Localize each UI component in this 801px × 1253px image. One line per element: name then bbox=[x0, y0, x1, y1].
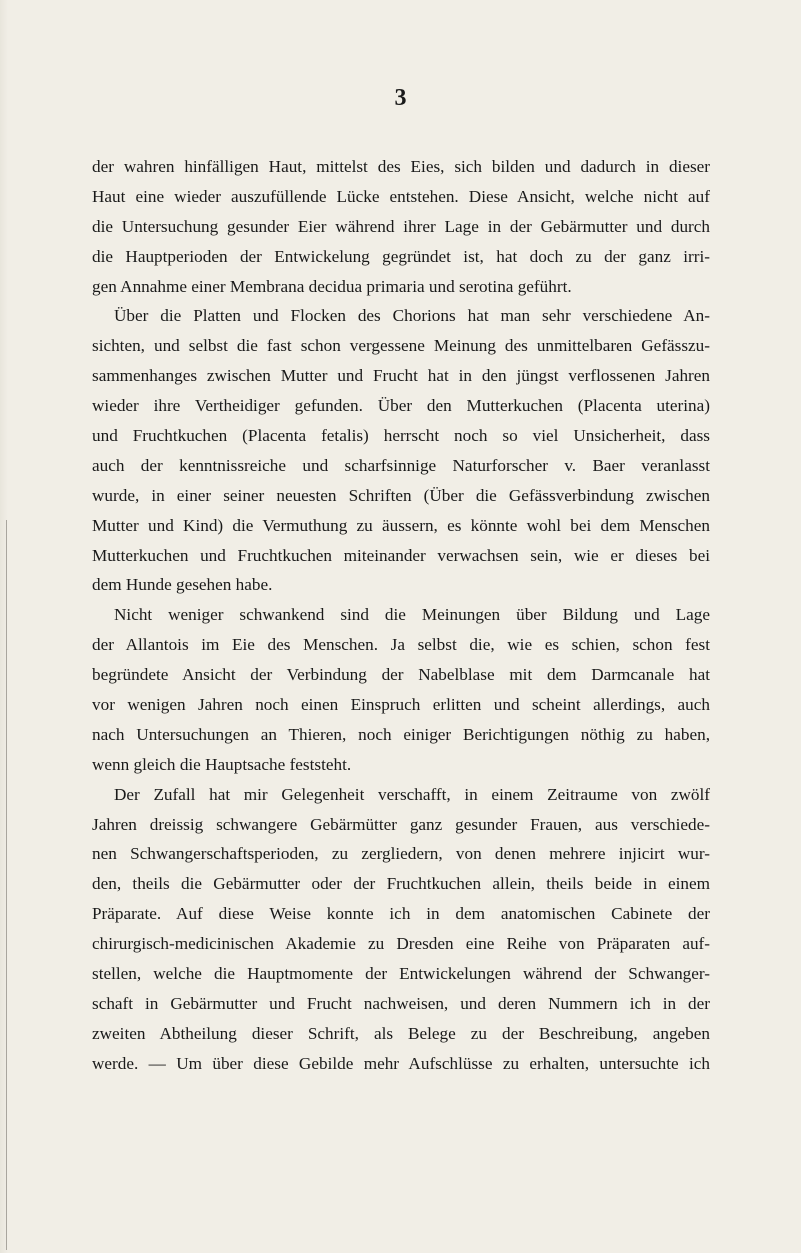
text-line: Haut eine wieder auszufüllende Lücke entstehen. Diese Ansicht, welche nicht auf bbox=[92, 186, 710, 206]
text-line: wenn gleich die Hauptsache feststeht. bbox=[92, 754, 352, 774]
text-line: Der Zufall hat mir Gelegenheit verschafft, in einem Zeitraume von zwölf bbox=[114, 784, 710, 804]
text-line: begründete Ansicht der Verbindung der Nabelblase mit dem Darmcanale hat bbox=[92, 665, 710, 685]
text-line: dem Hunde gesehen habe. bbox=[92, 575, 273, 595]
text-line: zweiten Abtheilung dieser Schrift, als Belege zu der Beschreibung, angeben bbox=[92, 1023, 710, 1043]
text-line: sichten, und selbst die fast schon vergessene Meinung des unmittelbaren Gefässzu- bbox=[92, 336, 710, 356]
text-line: gen Annahme einer Membrana decidua primaria und serotina geführt. bbox=[92, 276, 572, 296]
text-line: vor wenigen Jahren noch einen Einspruch erlitten und scheint allerdings, auch bbox=[92, 695, 710, 715]
page-edge-shadow bbox=[6, 520, 7, 1250]
text-line: der wahren hinfälligen Haut, mittelst des Eies, sich bilden und dadurch in dieser bbox=[92, 157, 710, 176]
text-line: Nicht weniger schwankend sind die Meinungen über Bildung und Lage bbox=[114, 605, 710, 625]
page-number: 3 bbox=[394, 85, 407, 111]
text-line: schaft in Gebärmutter und Frucht nachweisen, und deren Nummern ich in der bbox=[92, 993, 710, 1013]
text-line: Präparate. Auf diese Weise konnte ich in dem anatomischen Cabinete der bbox=[92, 904, 710, 924]
text-line: nen Schwangerschaftsperioden, zu zergliedern, von denen mehrere injicirt wur- bbox=[92, 844, 710, 864]
text-line: Jahren dreissig schwangere Gebärmütter ganz gesunder Frauen, aus verschiede- bbox=[92, 814, 710, 834]
text-line: und Fruchtkuchen (Placenta fetalis) herrscht noch so viel Unsicherheit, dass bbox=[92, 426, 710, 446]
text-line: wurde, in einer seiner neuesten Schriften (Über die Gefässverbindung zwischen bbox=[92, 485, 710, 505]
text-line: die Hauptperioden der Entwickelung gegründet ist, hat doch zu der ganz irri- bbox=[92, 246, 710, 266]
text-line: Über die Platten und Flocken des Chorions hat man sehr verschiedene An- bbox=[114, 306, 710, 326]
text-line: die Untersuchung gesunder Eier während ihrer Lage in der Gebärmutter und durch bbox=[92, 216, 710, 236]
text-line: chirurgisch-medicinischen Akademie zu Dresden eine Reihe von Präparaten auf- bbox=[92, 934, 710, 954]
text-line: auch der kenntnissreiche und scharfsinnige Naturforscher v. Baer veranlasst bbox=[92, 455, 710, 475]
text-line: der Allantois im Eie des Menschen. Ja selbst die, wie es schien, schon fest bbox=[92, 635, 710, 655]
text-line: stellen, welche die Hauptmomente der Entwickelungen während der Schwanger- bbox=[92, 964, 710, 984]
body-text bbox=[92, 152, 710, 1079]
text-line: Mutterkuchen und Fruchtkuchen miteinander verwachsen sein, wie er dieses bei bbox=[92, 545, 710, 565]
text-line: Mutter und Kind) die Vermuthung zu äussern, es könnte wohl bei dem Menschen bbox=[92, 515, 710, 535]
text-line: werde. — Um über diese Gebilde mehr Aufschlüsse zu erhalten, untersuchte ich bbox=[92, 1053, 710, 1073]
text-line: wieder ihre Vertheidiger gefunden. Über den Mutterkuchen (Placenta uterina) bbox=[92, 396, 710, 416]
text-line: sammenhanges zwischen Mutter und Frucht hat in den jüngst verflossenen Jahren bbox=[92, 366, 710, 386]
text-line: nach Untersuchungen an Thieren, noch einiger Berichtigungen nöthig zu haben, bbox=[92, 724, 710, 744]
text-line: den, theils die Gebärmutter oder der Fruchtkuchen allein, theils beide in einem bbox=[92, 874, 710, 894]
